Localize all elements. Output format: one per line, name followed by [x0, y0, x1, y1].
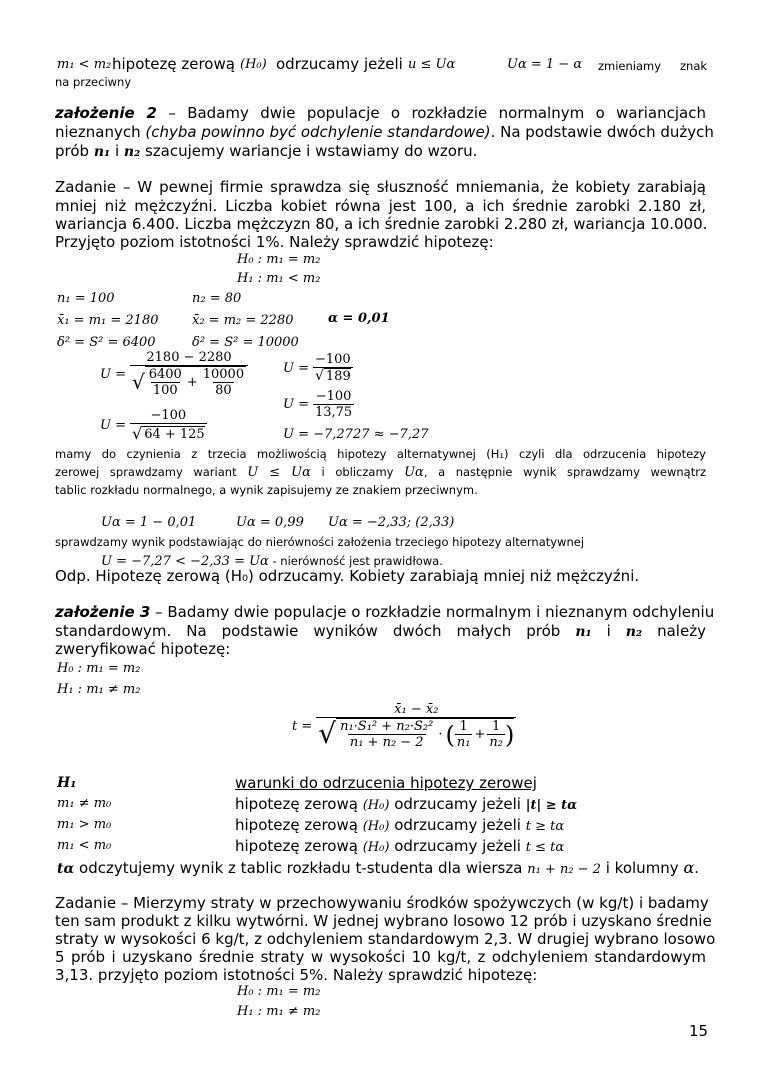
- inline-formula: U ≤ Uα: [247, 465, 311, 480]
- text-span: odczytujemy wynik z tablic rozkładu t-studenta dla wiersza: [79, 859, 523, 877]
- hypothesis-h1: H₁ : m₁ ≠ m₂: [237, 1004, 321, 1019]
- text-span: i kolumny: [605, 859, 679, 877]
- fraction-numerator: x̄₁ − x̄₂: [394, 702, 439, 717]
- formula-x1: x̄₁ = m₁ = 2180: [57, 313, 159, 328]
- text-span: odrzucamy jeżeli: [394, 816, 521, 834]
- u-lhs: U =: [283, 360, 309, 376]
- text-span: zerowej sprawdzamy wariant: [55, 465, 237, 479]
- formula-alpha: α = 0,01: [328, 311, 390, 326]
- text-span: i: [606, 622, 611, 640]
- fraction-denominator: n₁ + n₂ − 2: [349, 735, 424, 750]
- fraction-numerator: −100: [315, 389, 352, 404]
- paragraph-line: ten sam produkt z kilku wytwórni. W jednej wybrano losowo 12 prób i uzyskano średnie: [55, 912, 712, 930]
- inline-formula: U = −7,27 < −2,33 = Uα: [101, 554, 269, 569]
- u-result-2: [283, 389, 354, 420]
- paragraph-line: 5 prób i uzyskano średnie straty w wysokości 10 kg/t, z odchyleniem standardowym: [55, 948, 706, 966]
- formula-n1: n₁ = 100: [57, 291, 115, 306]
- fraction-denominator: 80: [215, 383, 232, 398]
- fraction-numerator: n₁·S₁² + n₂·S₂²: [340, 719, 434, 734]
- h0-formula: (H₀): [362, 819, 390, 834]
- fraction-numerator: −100: [315, 352, 351, 367]
- fraction-denominator: 189: [325, 369, 351, 384]
- text-span: hipotezę zerową: [235, 837, 358, 855]
- text-span: – Badamy dwie populacje o rozkładzie normalnym o wariancjach: [156, 104, 706, 122]
- fraction-denominator: n₂: [489, 735, 503, 750]
- text-span: hipotezę zerową: [235, 795, 358, 813]
- inequality-formula: u ≤ Uα: [408, 57, 456, 72]
- inline-formula: n₁ + n₂ − 2: [527, 862, 601, 877]
- u-lhs: U =: [100, 418, 126, 433]
- text-span: prób: [55, 142, 90, 160]
- inline-formula: Uα: [404, 465, 424, 480]
- text-span: szacujemy wariancje i wstawiamy do wzoru.: [144, 142, 478, 160]
- fraction-numerator: 6400: [148, 367, 182, 382]
- fraction-numerator: 2180 − 2280: [146, 350, 232, 365]
- alpha-symbol: α: [683, 858, 695, 877]
- u-lhs: U =: [283, 397, 309, 412]
- hypothesis-h0: H₀ : m₁ = m₂: [57, 661, 141, 676]
- text-span: hipotezę zerową: [235, 816, 358, 834]
- text-span: . Na podstawie dwóch dużych: [490, 123, 714, 141]
- formula-s2: δ² = S² = 10000: [192, 335, 299, 350]
- formula-s1: δ² = S² = 6400: [57, 335, 156, 350]
- text-span: .: [694, 859, 700, 877]
- condition-formula: m₁ < m₂: [57, 57, 112, 72]
- plus-sign: +: [474, 727, 486, 742]
- plus-sign: +: [186, 375, 198, 390]
- paragraph-line: Zadanie – W pewnej firmie sprawdza się słuszność mniemania, że kobiety zarabiają: [55, 178, 706, 196]
- table-cell-condition: m₁ > m₀: [57, 817, 112, 832]
- answer-line: Odp. Hipotezę zerową (H₀) odrzucamy. Kobiety zarabiają mniej niż mężczyźni.: [55, 567, 640, 585]
- hypothesis-h0: H₀ : m₁ = m₂: [237, 984, 321, 999]
- paragraph-line: [55, 123, 714, 141]
- u-alpha-step-2: Uα = 0,99: [236, 515, 304, 530]
- text-span: - nierówność jest prawidłowa.: [268, 554, 443, 568]
- inequality-formula: t ≤ tα: [525, 840, 565, 855]
- formula-x2: x̄₂ = m₂ = 2280: [192, 313, 294, 328]
- fraction-numerator: 10000: [202, 367, 245, 382]
- text-span: – Badamy dwie populacje o rozkładzie normalnym i nieznanym odchyleniu: [150, 603, 715, 621]
- paragraph-line: straty w wysokości 6 kg/t, z odchyleniem standardowym 2,3. W drugiej wybrano losowo: [55, 930, 716, 948]
- text-span: odrzucamy jeżeli: [394, 795, 521, 813]
- table-header-h1: H₁: [57, 775, 77, 791]
- hypothesis-h1: H₁ : m₁ ≠ m₂: [57, 682, 141, 697]
- fraction-denominator: 100: [152, 383, 178, 398]
- paragraph-line: zweryfikować hipotezę:: [55, 640, 231, 658]
- fraction-denominator: 13,75: [314, 405, 353, 420]
- table-row: [235, 816, 564, 834]
- u-formula-2: U = −100 √ 64 + 125: [100, 408, 205, 443]
- paragraph-line: [55, 142, 477, 160]
- paragraph-line: tablic rozkładu normalnego, a wynik zapisujemy ze znakiem przeciwnym.: [55, 483, 478, 497]
- paragraph-line: [57, 858, 699, 877]
- h0-formula: (H₀): [240, 57, 267, 72]
- paragraph-line: 3,13. przyjęto poziom istotności 5%. Należy sprawdzić hipotezę:: [55, 966, 538, 984]
- u-alpha-step-3: Uα = −2,33; (2,33): [328, 515, 455, 530]
- section-title: założenie 3: [55, 603, 151, 621]
- n2-symbol: n₂: [625, 624, 643, 640]
- n2-symbol: n₂: [123, 144, 141, 160]
- paragraph-line: mniej niż mężczyźni. Liczba kobiet równa jest 100, a ich średnie zarobki 2.180 zł,: [55, 197, 706, 215]
- text-span: hipotezę zerową: [112, 55, 235, 73]
- paragraph-line: Zadanie – Mierzymy straty w przechowywaniu środków spożywczych (w kg/t) i badamy: [55, 894, 709, 912]
- fraction-numerator: 1: [492, 719, 501, 734]
- u-alpha-formula: Uα = 1 − α: [507, 57, 583, 72]
- u-result-3: U = −7,2727 ≈ −7,27: [283, 427, 429, 442]
- text-span: i: [114, 142, 120, 160]
- text-span: odrzucamy jeżeli: [276, 55, 403, 73]
- paragraph-line: [55, 622, 706, 640]
- paragraph-line: [55, 465, 706, 480]
- hypothesis-h1: H₁ : m₁ < m₂: [237, 271, 321, 286]
- dot-operator: ·: [438, 727, 443, 742]
- formula-n2: n₂ = 80: [192, 291, 242, 306]
- hypothesis-h0: H₀ : m₁ = m₂: [237, 252, 321, 267]
- h0-formula: (H₀): [362, 798, 390, 813]
- fraction-numerator: 1: [459, 719, 468, 734]
- text-span: znak: [680, 59, 708, 73]
- fraction-denominator: n₁: [456, 735, 471, 750]
- table-row: [235, 795, 577, 813]
- paragraph-line: Przyjęto poziom istotności 1%. Należy sprawdzić hipotezę:: [55, 233, 494, 251]
- text-span: zmieniamy: [598, 59, 662, 73]
- t-formula: t = x̄₁ − x̄₂ √ $\frac{\text{n₁·S₁² + n₂·S₂²}}{\text{n₁ + n₂ − 2}}$ · ( $\frac{1}{\text{n₁}}$ + $\frac{1}{\text{n₂}}$ ): [292, 702, 515, 750]
- text-span: standardowym. Na podstawie wyników dwóch małych prób: [55, 622, 561, 640]
- h0-formula: (H₀): [362, 840, 390, 855]
- paragraph-line: mamy do czynienia z trzecia możliwością hipotezy alternatywnej (H₁) czyli dla odrzucenia hipotezy: [55, 447, 706, 461]
- text-span: nieznanych: [55, 123, 146, 141]
- paragraph-line: [55, 603, 715, 621]
- table-cell-condition: m₁ < m₀: [57, 838, 112, 853]
- t-alpha-symbol: tα: [57, 861, 75, 877]
- paragraph-line: wariancja 6.400. Liczba mężczyzn 80, a ich średnie zarobki 2.280 zł, wariancja 10.000.: [55, 215, 708, 233]
- paragraph-line: sprawdzamy wynik podstawiając do nierówności założenia trzeciego hipotezy alternatywnej: [55, 535, 585, 549]
- table-header-title: warunki do odrzucenia hipotezy zerowej: [235, 774, 537, 792]
- section-title: założenie 2: [55, 104, 157, 122]
- text-span: , a następnie wynik sprawdzamy wewnątrz: [423, 465, 707, 479]
- u-lhs: U =: [100, 366, 126, 382]
- text-span: należy: [657, 622, 706, 640]
- n1-symbol: n₁: [93, 144, 111, 160]
- text-span: odrzucamy jeżeli: [394, 837, 521, 855]
- u-alpha-step-1: Uα = 1 − 0,01: [101, 515, 197, 530]
- t-lhs: t =: [292, 718, 313, 734]
- u-result-1: U = −100 √ 189: [283, 352, 351, 384]
- n1-symbol: n₁: [575, 624, 592, 640]
- table-cell-condition: m₁ ≠ m₀: [57, 796, 112, 811]
- table-row: [235, 837, 564, 855]
- page-number: 15: [689, 1022, 709, 1040]
- u-formula-1: U = 2180 − 2280 √ $\frac{6400}{100}$ + $\frac{10000}{80}$: [100, 350, 248, 398]
- fraction-denominator: 64 + 125: [144, 426, 205, 442]
- paragraph-line: [55, 104, 706, 122]
- inequality-formula: t ≥ tα: [525, 819, 565, 834]
- text-span: na przeciwny: [55, 75, 132, 89]
- text-span: i obliczamy: [321, 465, 394, 479]
- italic-note: (chyba powinno być odchylenie standardowe): [145, 123, 491, 141]
- inequality-formula: |t| ≥ tα: [525, 798, 578, 813]
- fraction-numerator: −100: [150, 408, 187, 423]
